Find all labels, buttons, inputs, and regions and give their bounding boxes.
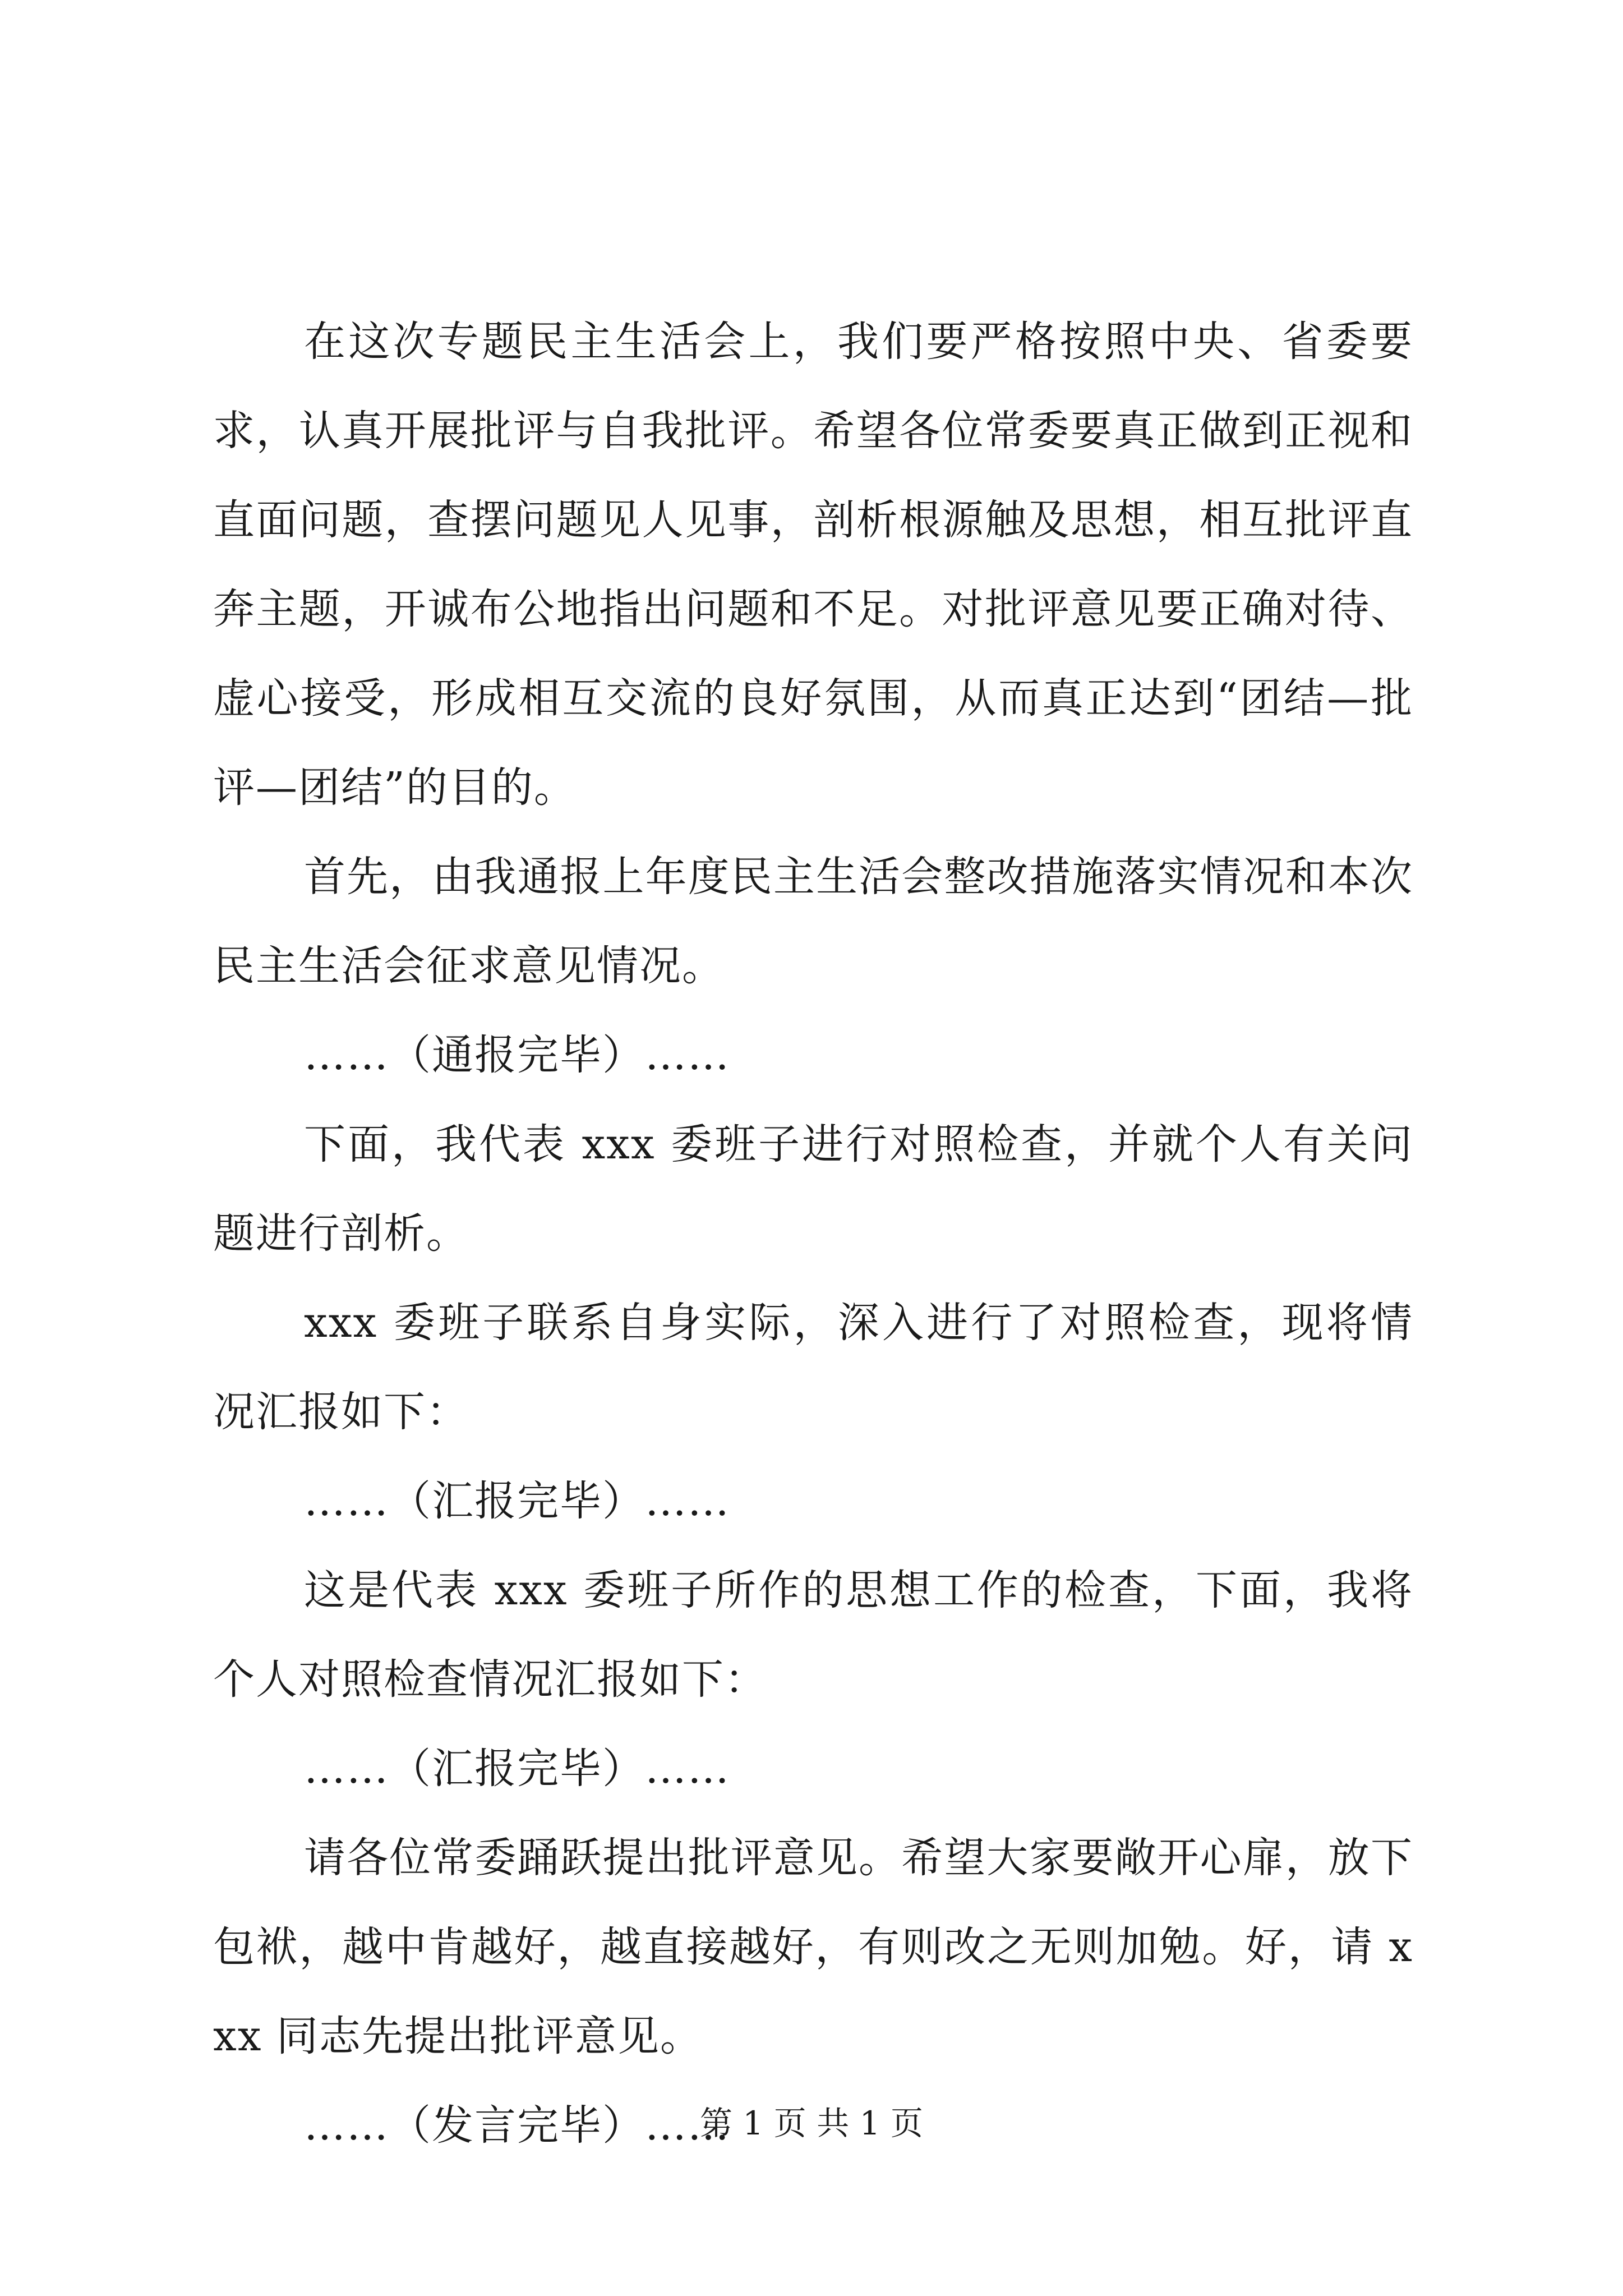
document-body <box>213 297 1413 2170</box>
paragraph-personal-report-done: ……（汇报完毕）…… <box>304 1745 730 1793</box>
paragraph-team-check: xxx 委班子联系自身实际，深入进行了对照检查，现将情况汇报如下： <box>213 1299 1413 1436</box>
paragraph-opening: 在这次专题民主生活会上，我们要严格按照中央、省委要求，认真开展批评与自我批评。希望各位常委要真正做到正视和直面问题，查摆问题见人见事，剖析根源触及思想，相互批评直奔主题，开诚布公地指出问题和不足。对批评意见要正确对待、虚心接受，形成相互交流的良好氛围，从而真正达到“团结—批评—团结”的目的。 <box>213 318 1413 812</box>
paragraph-team-check-intro: 下面，我代表 xxx 委班子进行对照检查，并就个人有关问题进行剖析。 <box>213 1120 1413 1258</box>
paragraph-team-report-done: ……（汇报完毕）…… <box>304 1477 730 1525</box>
paragraph-report-done: ……（通报完毕）…… <box>304 1031 730 1079</box>
paragraph-speech-done: ……（发言完毕）…… <box>304 2101 730 2150</box>
paragraph-criticism-invite: 请各位常委踊跃提出批评意见。希望大家要敞开心扉，放下包袱，越中肯越好，越直接越好，有则改之无则加勉。好，请 xxx 同志先提出批评意见。 <box>213 1834 1413 2060</box>
paragraph-personal-check-intro: 这是代表 xxx 委班子所作的思想工作的检查，下面，我将个人对照检查情况汇报如下： <box>213 1566 1413 1704</box>
page-number-footer: 第 1 页 共 1 页 <box>700 2104 923 2142</box>
paragraph-report-intro: 首先，由我通报上年度民主生活会整改措施落实情况和本次民主生活会征求意见情况。 <box>213 853 1413 990</box>
